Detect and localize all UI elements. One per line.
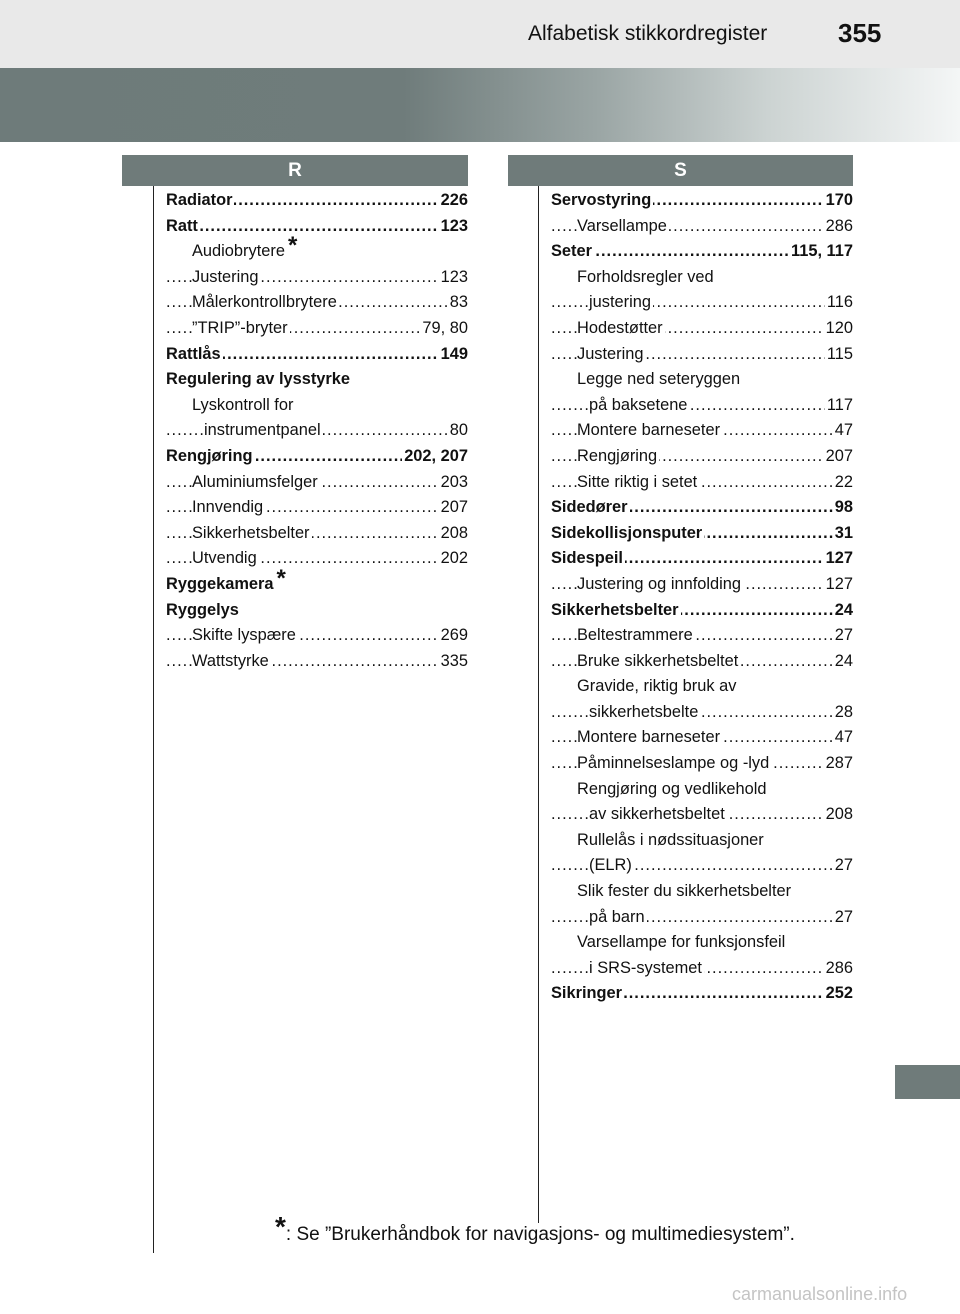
column-header-s: S [508,155,853,186]
index-entry [551,546,853,572]
index-term: Gravide, riktig bruk av [577,677,737,696]
index-entry [551,495,853,521]
index-term: Legge ned seteryggen [577,370,741,389]
page-reference[interactable]: 120 [824,316,853,342]
index-term: Sidedører [551,498,628,517]
index-entry [166,188,468,214]
page-reference[interactable]: 28 [833,700,853,726]
page-reference[interactable]: 24 [833,598,853,624]
index-term: i SRS-systemet [589,958,702,977]
index-term: Innvendig [192,498,264,517]
index-term: Påminnelseslampe og -lyd [577,754,770,773]
index-entry [551,981,853,1007]
index-term: Rengjøring [577,446,658,465]
index-entry [166,521,468,547]
index-term: Sidespeil [551,549,623,568]
index-entry [551,572,853,598]
page-reference[interactable]: 208 [824,802,853,828]
index-entry [166,265,468,291]
index-entry [551,725,853,751]
index-entry [551,598,853,624]
index-term: Seter [551,242,593,261]
index-term: Sidekollisjonsputer [551,523,703,542]
index-term: sikkerhetsbelte [589,702,699,721]
index-term: Rengjøring [166,446,253,465]
index-term: på barn [589,907,645,926]
index-term: Ryggelys [166,600,239,619]
index-entry [166,598,468,624]
index-entry [166,393,468,419]
index-entry [551,342,853,368]
index-entry [551,290,853,316]
index-entry [551,828,853,854]
index-entry [551,470,853,496]
index-term: ”TRIP”-bryter [192,318,288,337]
page-reference[interactable]: 27 [833,853,853,879]
index-entry [166,649,468,675]
index-entry [551,239,853,265]
index-term: Sitte riktig i setet [577,472,698,491]
index-term: Justering [192,267,259,286]
index-entry [551,905,853,931]
index-term: Regulering av lysstyrke [166,370,351,389]
index-term: Slik fester du sikkerhetsbelter [577,882,792,901]
page-reference[interactable]: 202, 207 [402,444,468,470]
index-entry [551,930,853,956]
footnote [275,1211,795,1246]
index-term: Varsellampe for funksjonsfeil [577,933,786,952]
page-reference[interactable]: 287 [824,751,853,777]
index-term: Sikkerhetsbelter [192,523,310,542]
column-divider-left [153,186,154,1253]
page-reference[interactable]: 149 [439,342,468,368]
index-entry [551,853,853,879]
index-entry [551,444,853,470]
index-entry [166,495,468,521]
index-entry [551,674,853,700]
page-reference[interactable]: 207 [439,495,468,521]
index-term: Audiobrytere [192,242,285,261]
footnote-marker: * [287,232,298,260]
index-term: Lyskontroll for [192,395,294,414]
index-term: Justering [577,344,644,363]
page-reference[interactable]: 123 [439,214,468,240]
index-entry [551,393,853,419]
watermark: carmanualsonline.info [732,1284,908,1304]
index-term: justering [589,293,651,312]
page-reference[interactable]: 80 [448,418,468,444]
index-entry [551,214,853,240]
index-entry [166,546,468,572]
page-reference[interactable]: 22 [833,470,853,496]
page-reference[interactable]: 269 [439,623,468,649]
index-entry [166,470,468,496]
page-reference[interactable]: 47 [833,418,853,444]
index-term: Radiator [166,191,233,209]
index-entry [551,700,853,726]
page-reference[interactable]: 127 [824,572,853,598]
index-term: Beltestrammere [577,626,693,645]
index-entry [166,290,468,316]
page-reference[interactable]: 24 [833,649,853,675]
index-entry [551,188,853,214]
index-term: Ratt [166,216,198,235]
section-tab[interactable] [895,1065,960,1099]
index-term: Varsellampe [577,216,667,235]
index-term: Forholdsregler ved [577,267,714,286]
page-reference[interactable]: 79, 80 [420,316,468,342]
index-term: Skifte lyspære [192,626,296,645]
index-entry [166,316,468,342]
index-entry [166,342,468,368]
index-term: Bruke sikkerhetsbeltet [577,651,739,670]
page-reference[interactable]: 27 [833,623,853,649]
page-reference[interactable]: 83 [448,290,468,316]
index-entry [166,214,468,240]
index-term: Målerkontrollbrytere [192,293,337,312]
index-column-r [166,188,468,674]
page-reference[interactable]: 252 [824,981,853,1007]
index-entry [551,316,853,342]
page-reference[interactable]: 286 [824,956,853,982]
index-term: Aluminiumsfelger [192,472,318,491]
index-term: instrumentpanel [204,421,321,440]
index-term: (ELR) [589,856,632,875]
index-term: Montere barneseter [577,728,721,747]
page-reference[interactable]: 123 [439,265,468,291]
index-term: Utvendig [192,549,257,568]
index-entry [166,444,468,470]
index-entry [551,802,853,828]
index-term: Servostyring [551,191,652,209]
header-banner [0,68,960,142]
index-entry [166,623,468,649]
page-reference[interactable]: 47 [833,725,853,751]
section-title: Alfabetisk stikkordregister [528,22,768,45]
page-header [0,0,960,68]
page-reference[interactable]: 98 [833,495,853,521]
index-term: på baksetene [589,395,688,414]
index-term: Rattlås [166,344,221,363]
index-column-s [551,188,853,1007]
index-entry [551,418,853,444]
index-entry [166,367,468,393]
index-entry [551,367,853,393]
index-entry [166,418,468,444]
index-term: Sikkerhetsbelter [551,600,679,619]
page-reference[interactable]: 203 [439,470,468,496]
page-reference[interactable]: 117 [825,393,853,419]
index-entry [551,649,853,675]
page-reference[interactable]: 127 [824,546,853,572]
index-term: Rullelås i nødssituasjoner [577,830,764,849]
index-term: Hodestøtter [577,318,663,337]
index-term: Rengjøring og vedlikehold [577,779,767,798]
index-entry [551,751,853,777]
index-entry [166,564,468,598]
index-entry [551,623,853,649]
page-reference[interactable]: 116 [825,290,853,316]
index-term: Sikringer [551,984,623,1003]
page-reference[interactable]: 27 [833,905,853,931]
index-entry [166,232,468,265]
index-entry [551,879,853,905]
page-reference[interactable]: 286 [824,214,853,240]
index-entry [551,956,853,982]
page-reference[interactable]: 115, 117 [789,239,853,265]
footnote-marker: * [276,564,286,592]
page-number: 355 [838,18,882,48]
index-term: Wattstyrke [192,651,269,670]
page-reference[interactable]: 207 [824,444,853,470]
index-entry [551,777,853,803]
page-reference[interactable]: 115 [825,342,853,368]
page-reference[interactable]: 208 [439,521,468,547]
page-reference[interactable]: 335 [439,649,468,675]
footnote-star: * [275,1211,286,1242]
column-header-r: R [122,155,468,186]
footnote-text: : Se ”Brukerhåndbok for navigasjons- og multimediesystem”. [285,1224,795,1245]
index-term: Montere barneseter [577,421,721,440]
page-reference[interactable]: 31 [833,521,853,547]
page-reference[interactable]: 226 [439,188,468,214]
index-term: Ryggekamera [166,574,274,593]
index-term: Justering og innfolding [577,574,742,593]
index-entry [551,521,853,547]
column-divider-right [538,186,539,1223]
page-reference[interactable]: 202 [439,546,468,572]
index-entry [551,265,853,291]
index-term: av sikkerhetsbeltet [589,805,725,824]
page-reference[interactable]: 170 [824,188,853,214]
